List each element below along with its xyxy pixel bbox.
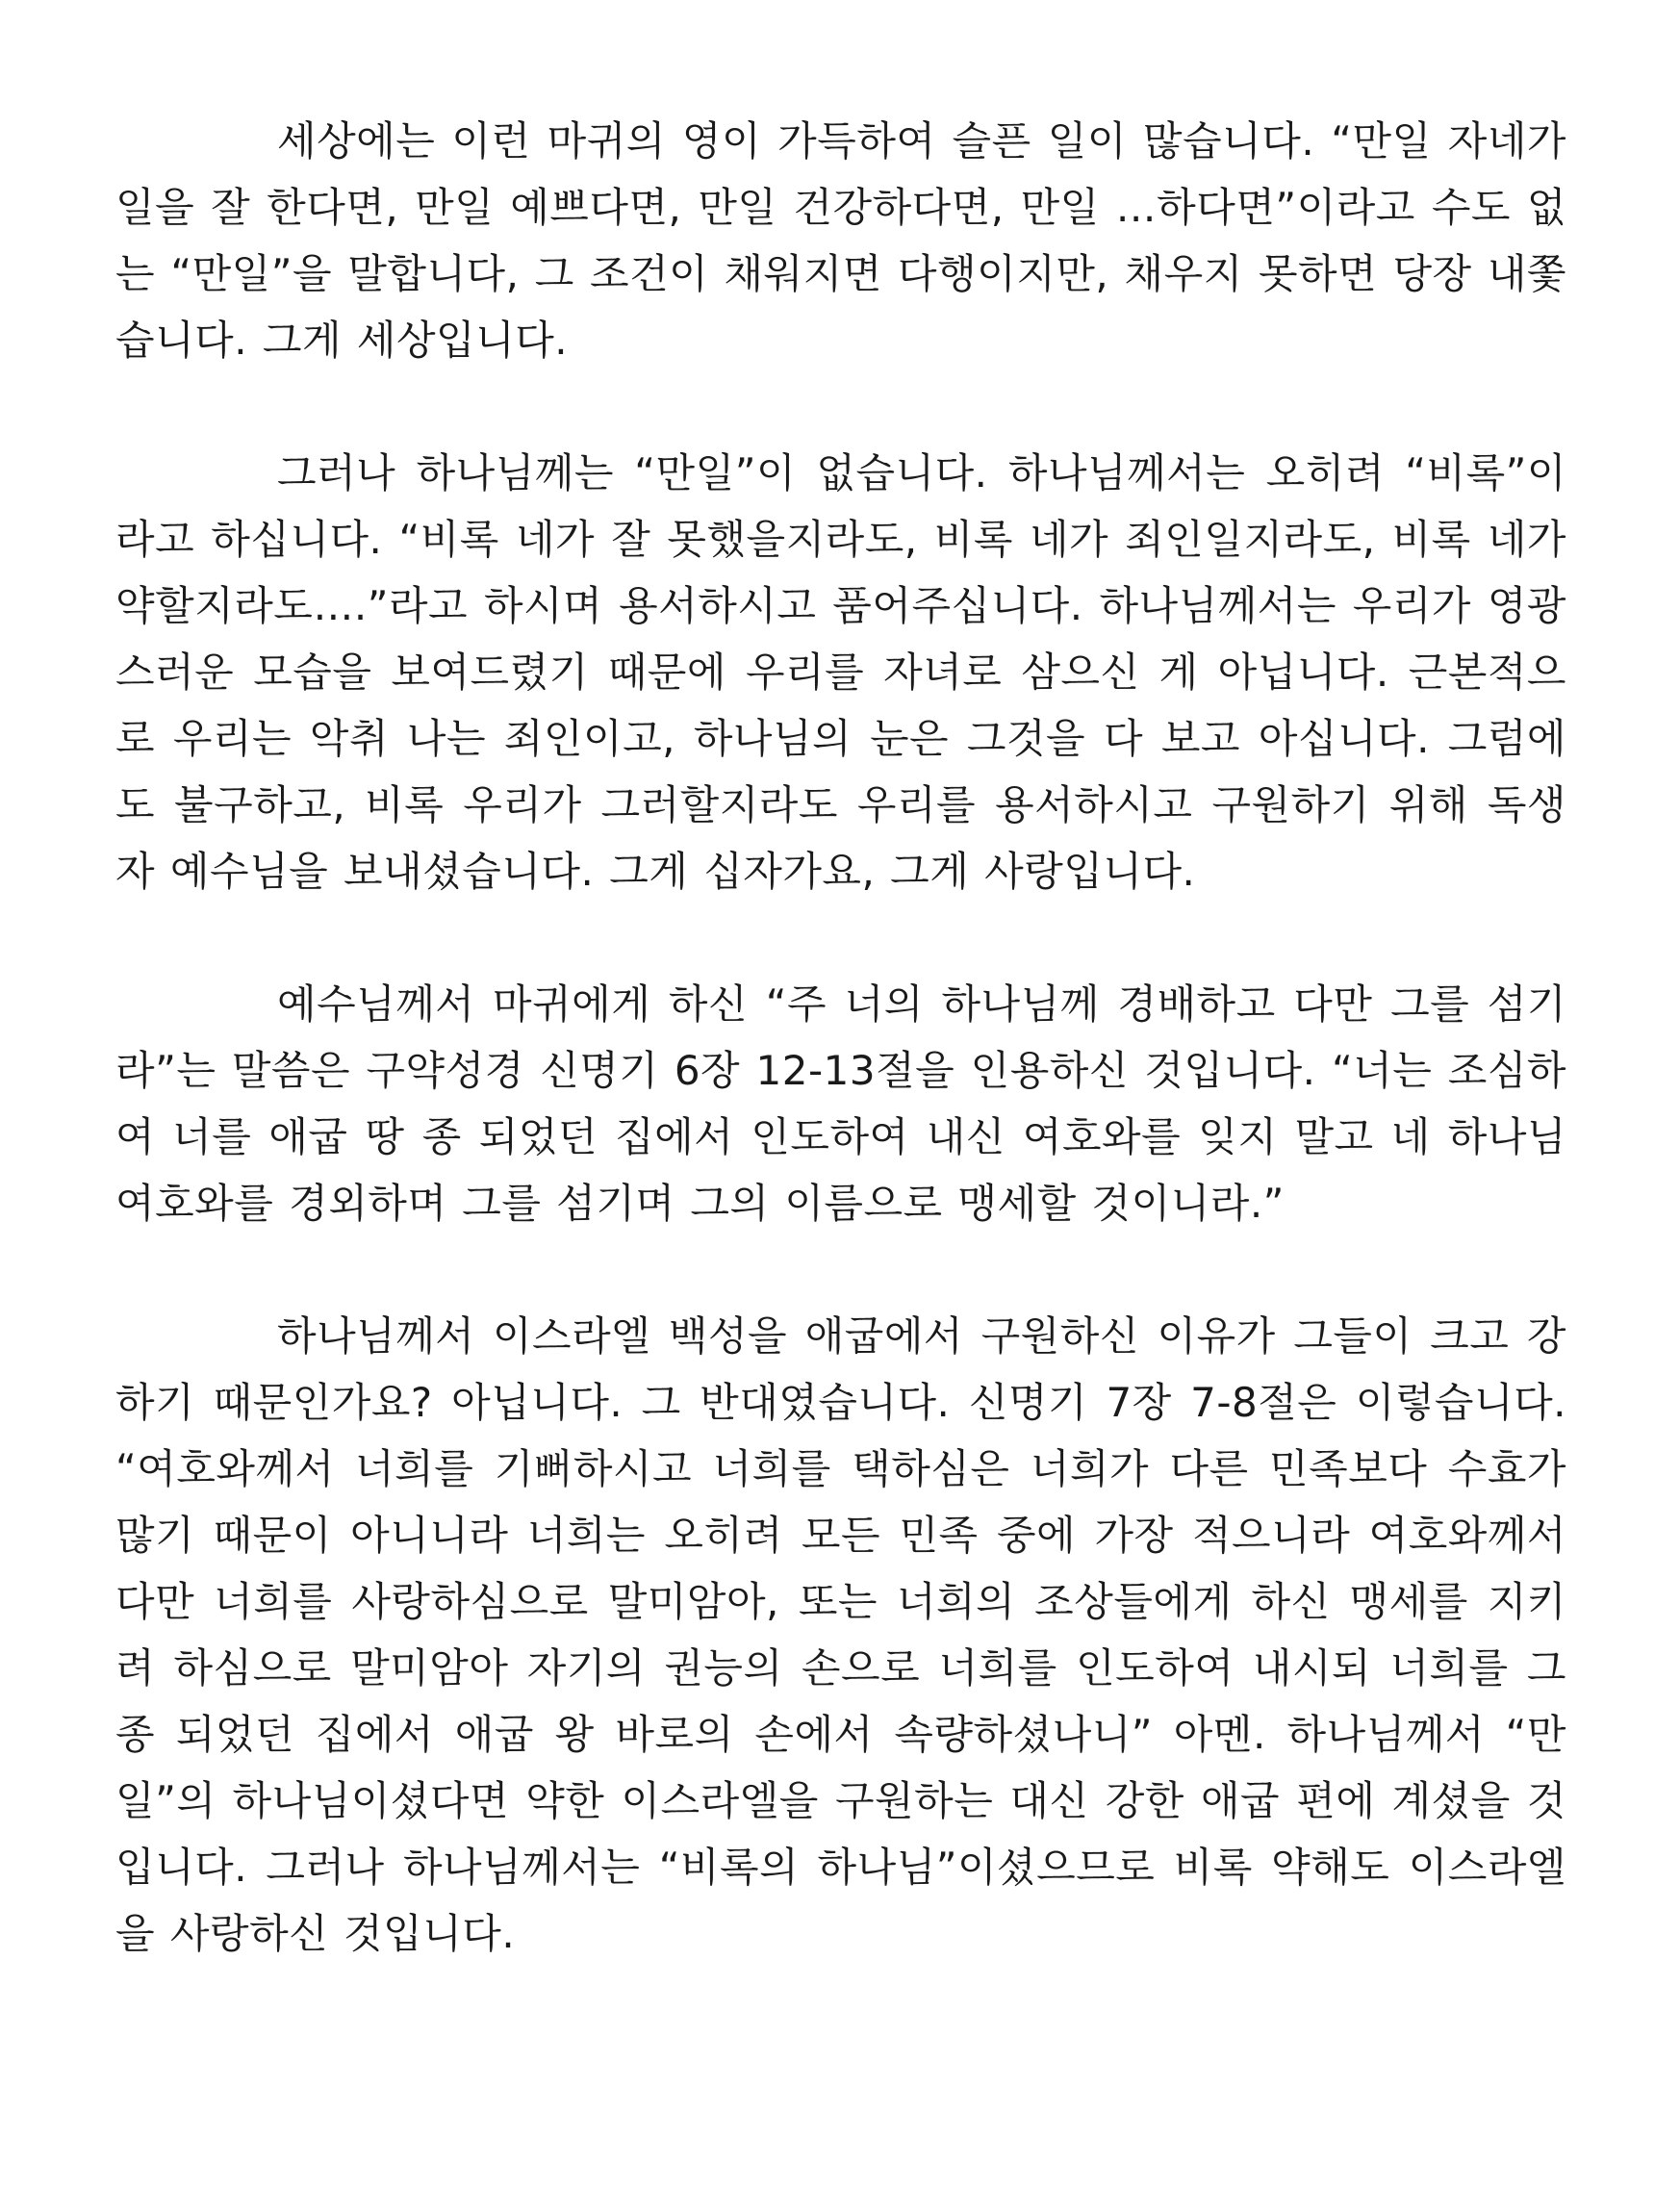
paragraph-3: 예수님께서 마귀에게 하신 “주 너의 하나님께 경배하고 다만 그를 섬기라”는 말씀은 구약성경 신명기 6장 12-13절을 인용하신 것입니다. “너는 조심하여 너를 애굽 땅 종 되었던 집에서 인도하여 내신 여호와를 잊지 말고 네 하나님 여호와를 경외하며 그를 섬기며 그의 이름으로 맹세할 것이니라.” xyxy=(115,980,1566,1227)
paragraph-2: 그러나 하나님께는 “만일”이 없습니다. 하나님께서는 오히려 “비록”이라고 하십니다. “비록 네가 잘 못했을지라도, 비록 네가 죄인일지라도, 비록 네가 약할지라도….”라고 하시며 용서하시고 품어주십니다. 하나님께서는 우리가 영광스러운 모습을 보여드렸기 때문에 우리를 자녀로 삼으신 게 아닙니다. 근본적으로 우리는 악취 나는 죄인이고, 하나님의 눈은 그것을 다 보고 아십니다. 그럼에도 불구하고, 비록 우리가 그러할지라도 우리를 용서하시고 구원하기 위해 독생자 예수님을 보내셨습니다. 그게 십자가요, 그게 사랑입니다. xyxy=(115,449,1566,895)
document-body xyxy=(115,108,1566,1967)
paragraph-1: 세상에는 이런 마귀의 영이 가득하여 슬픈 일이 많습니다. “만일 자네가 일을 잘 한다면, 만일 예쁘다면, 만일 건강하다면, 만일 …하다면”이라고 수도 없는 “만일”을 말합니다, 그 조건이 채워지면 다행이지만, 채우지 못하면 당장 내쫓습니다. 그게 세상입니다. xyxy=(115,117,1566,364)
paragraph-4: 하나님께서 이스라엘 백성을 애굽에서 구원하신 이유가 그들이 크고 강하기 때문인가요? 아닙니다. 그 반대였습니다. 신명기 7장 7-8절은 이렇습니다. “여호와께서 너희를 기뻐하시고 너희를 택하심은 너희가 다른 민족보다 수효가 많기 때문이 아니니라 너희는 오히려 모든 민족 중에 가장 적으니라 여호와께서 다만 너희를 사랑하심으로 말미암아, 또는 너희의 조상들에게 하신 맹세를 지키려 하심으로 말미암아 자기의 권능의 손으로 너희를 인도하여 내시되 너희를 그 종 되었던 집에서 애굽 왕 바로의 손에서 속량하셨나니” 아멘. 하나님께서 “만일”의 하나님이셨다면 약한 이스라엘을 구원하는 대신 강한 애굽 편에 계셨을 것입니다. 그러나 하나님께서는 “비록의 하나님”이셨으므로 비록 약해도 이스라엘을 사랑하신 것입니다. xyxy=(115,1312,1566,1957)
